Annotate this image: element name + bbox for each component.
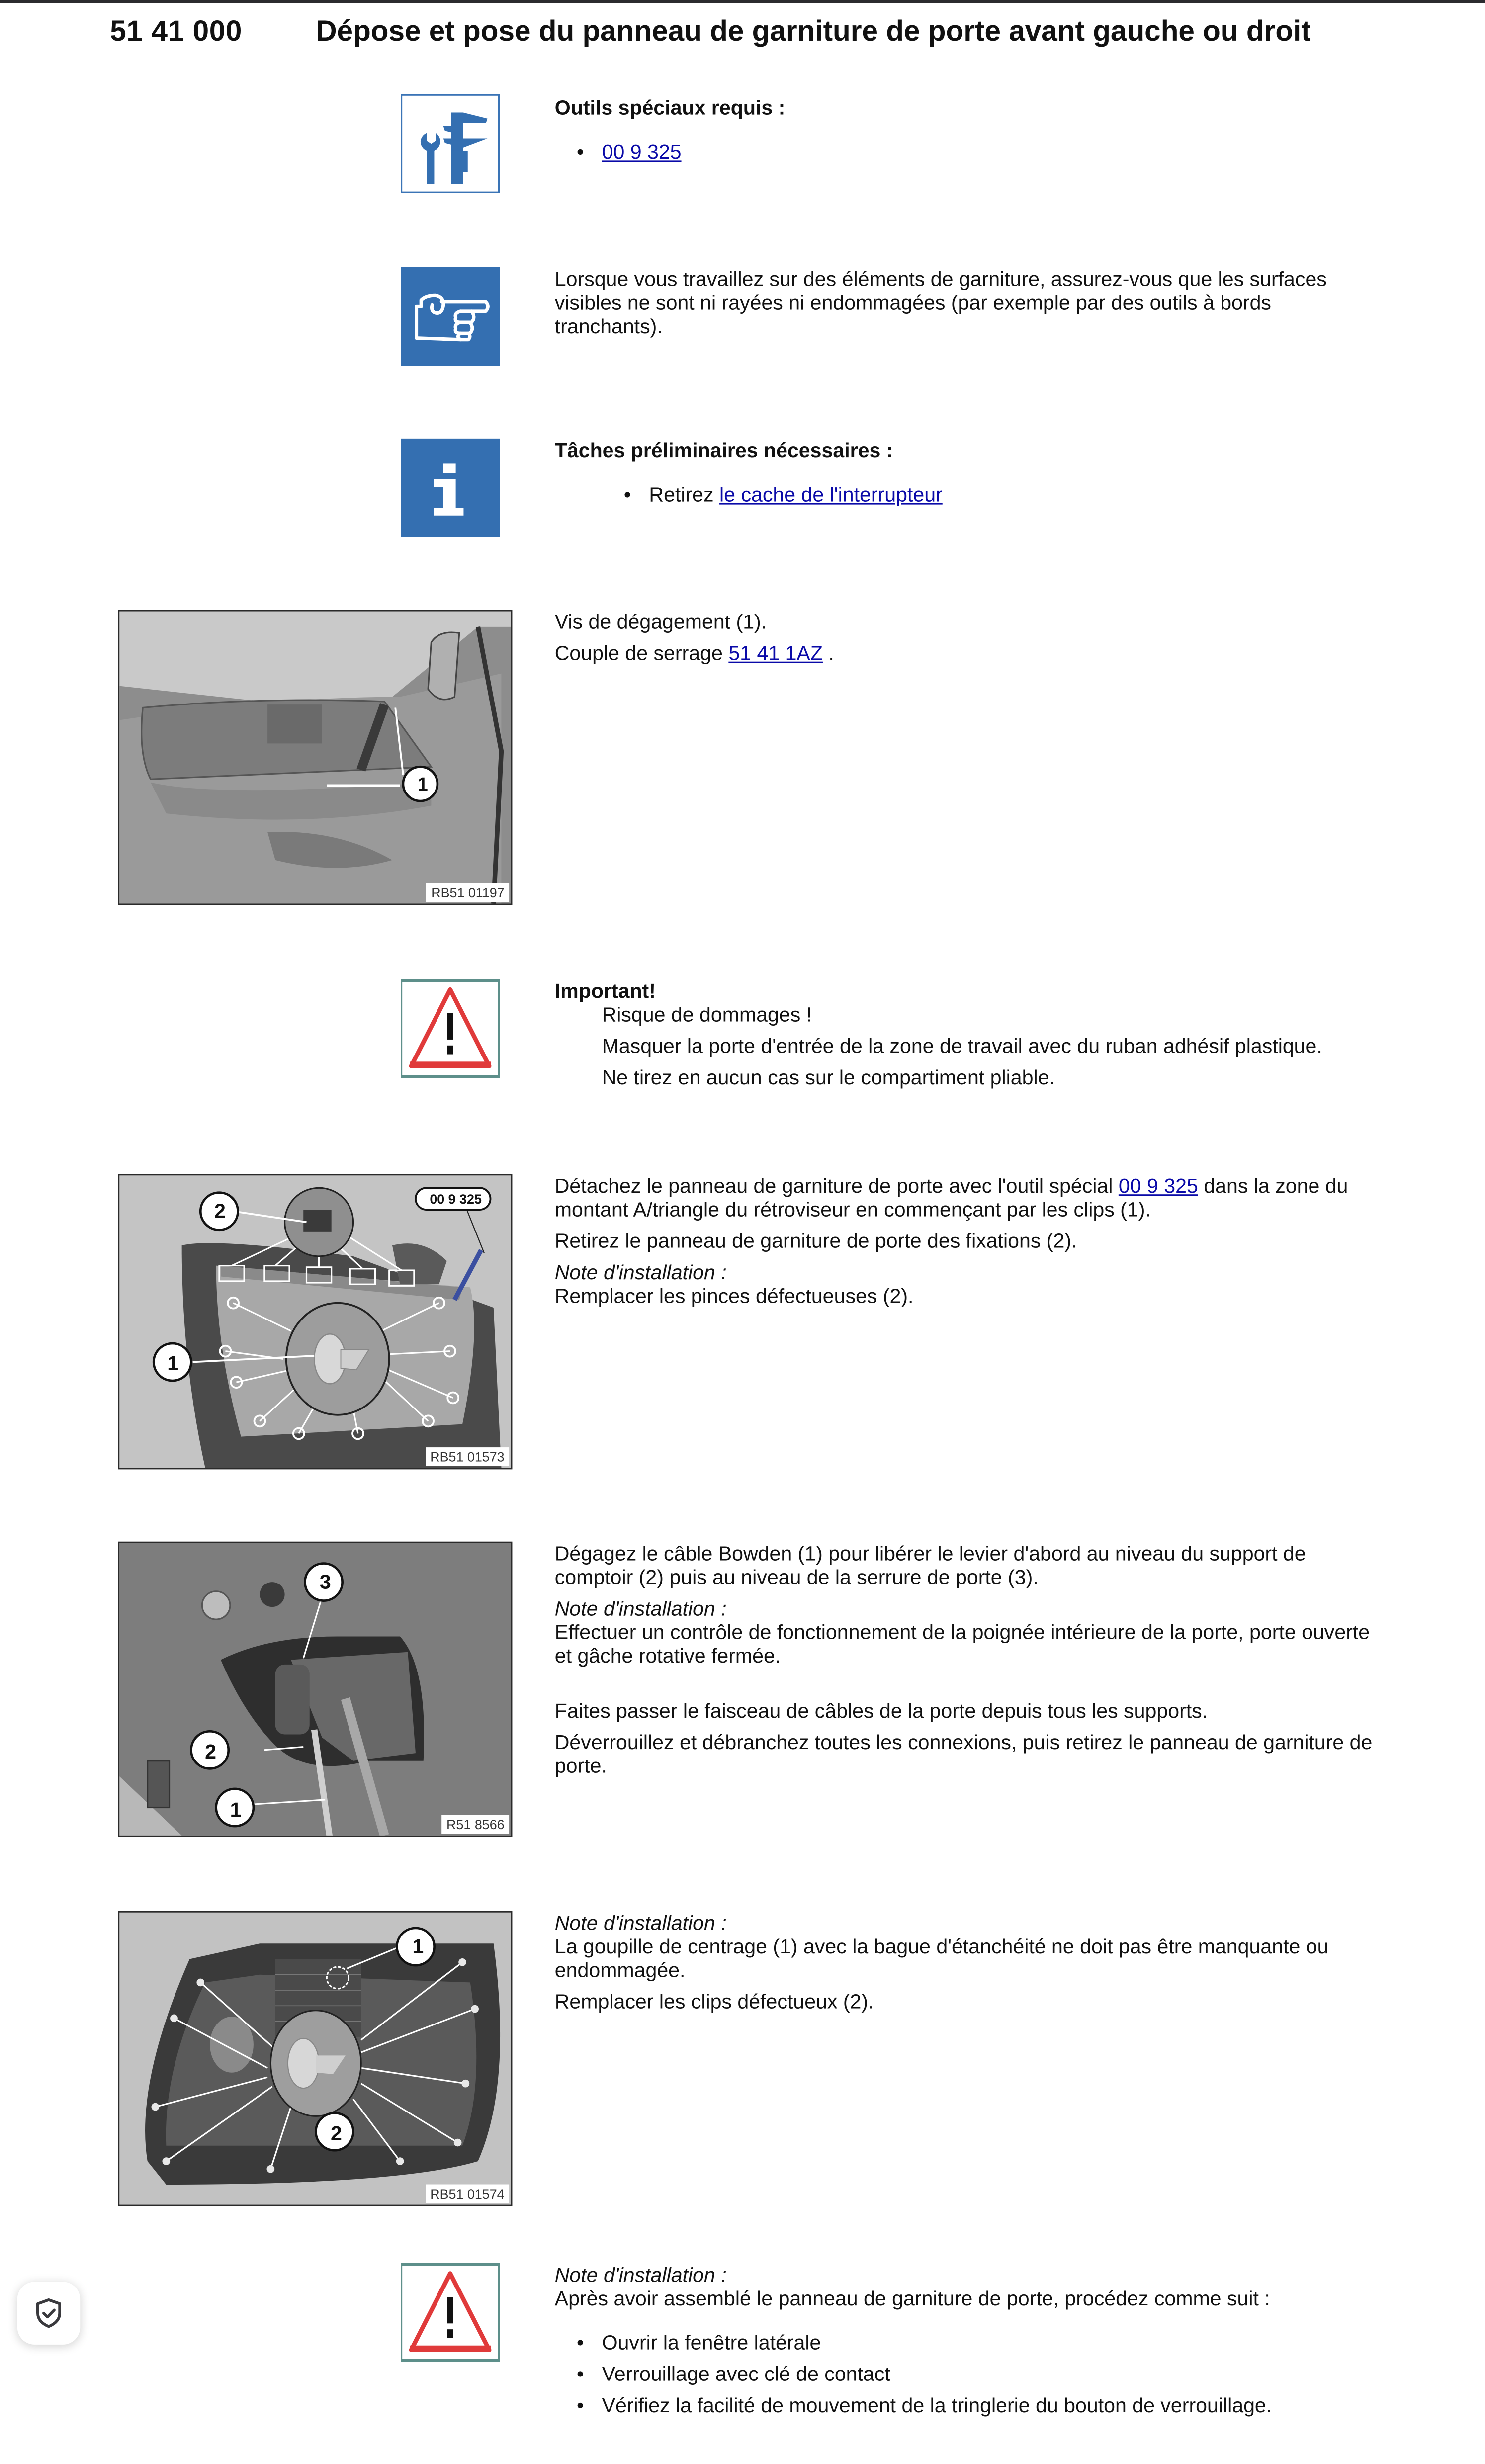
installation-intro: Après avoir assemblé le panneau de garniture de porte, procédez comme suit : xyxy=(554,2286,1270,2310)
figure-label: RB51 01573 xyxy=(426,1447,509,1466)
figure-r51-8566 xyxy=(118,1542,512,1837)
callout-2: 2 xyxy=(330,2121,342,2145)
wiring-harness-text: Faites passer le faisceau de câbles de la porte depuis tous les supports. xyxy=(554,1698,1208,1723)
installation-note-label: Note d'installation : xyxy=(554,1260,727,1284)
callout-2: 2 xyxy=(205,1740,216,1763)
special-tools-list xyxy=(555,140,1380,163)
callout-1: 1 xyxy=(412,1934,424,1958)
warning-icon xyxy=(401,979,500,1078)
list-item: • Ouvrir la fenêtre latérale xyxy=(555,2330,1380,2354)
warning-line-2: Masquer la porte d'entrée de la zone de travail avec du ruban adhésif plastique. xyxy=(602,1034,1322,1058)
top-bar xyxy=(0,0,1485,3)
torque-link-51-41-1az[interactable]: 51 41 1AZ xyxy=(728,641,823,665)
figure-label: RB51 01197 xyxy=(427,883,509,902)
callout-1: 1 xyxy=(417,773,428,795)
step-centering-pin-text xyxy=(555,1911,1380,2021)
pointing-hand-icon xyxy=(401,267,500,366)
list-item xyxy=(555,140,1380,163)
detach-text-suffix: dans la zone du montant A/triangle du rétroviseur en commençant par les clips (1). xyxy=(554,1174,1348,1221)
installation-note-text: La goupille de centrage (1) avec la bague d'étanchéité ne doit pas être manquante ou endommagée. xyxy=(554,1934,1329,1982)
disconnect-text: Déverrouillez et débranchez toutes les connexions, puis retirez le panneau de garniture de porte. xyxy=(554,1730,1373,1777)
notice-paragraph: Lorsque vous travaillez sur des éléments de garniture, assurez-vous que les surfaces visibles ne sont ni rayées ni endommagées (par exemple par des outils à bords tranchants). xyxy=(554,267,1327,338)
torque-suffix: . xyxy=(828,641,834,665)
callout-2: 2 xyxy=(214,1199,226,1223)
document-code: 51 41 000 xyxy=(110,14,243,47)
important-heading: Important! xyxy=(554,979,656,1003)
switch-cover-link[interactable]: le cache de l'interrupteur xyxy=(719,482,943,506)
warning-line-1: Risque de dommages ! xyxy=(602,1002,812,1027)
tools-icon xyxy=(401,94,500,193)
installation-note-text: Remplacer les pinces défectueuses (2). xyxy=(554,1284,914,1308)
replace-clips-text: Remplacer les clips défectueux (2). xyxy=(554,1989,874,2013)
preliminary-tasks-list xyxy=(555,482,1380,506)
figure-label: R51 8566 xyxy=(442,1815,510,1834)
callout-3: 3 xyxy=(319,1570,331,1594)
release-screw-text: Vis de dégagement (1). xyxy=(554,610,767,633)
figure-rb51-01574 xyxy=(118,1911,512,2206)
tool-link-00-9-325[interactable]: 00 9 325 xyxy=(1118,1174,1198,1198)
final-installation-text xyxy=(555,2263,1380,2425)
warning-icon xyxy=(401,2263,500,2362)
tool-link-00-9-325[interactable]: 00 9 325 xyxy=(602,140,682,164)
special-tools-text xyxy=(555,96,1380,172)
preliminary-tasks-text xyxy=(555,439,1380,514)
page-title: Dépose et pose du panneau de garniture de porte avant gauche ou droit xyxy=(316,14,1311,47)
step-bowden-cable-text xyxy=(555,1542,1380,1785)
callout-1: 1 xyxy=(230,1797,242,1822)
callout-1: 1 xyxy=(167,1351,179,1375)
installation-note-text: Effectuer un contrôle de fonctionnement de la poignée intérieure de la porte, porte ouverte et gâche rotative fermée. xyxy=(554,1620,1370,1668)
torque-label: Couple de serrage xyxy=(554,641,723,665)
installation-note-label: Note d'installation : xyxy=(554,1911,727,1935)
info-icon xyxy=(401,439,500,537)
figure-rb51-01573 xyxy=(118,1174,512,1469)
installation-note-label: Note d'installation : xyxy=(554,1596,727,1620)
important-warning-text xyxy=(555,979,1380,1097)
figure-label: RB51 01574 xyxy=(426,2185,509,2203)
task-prefix: Retirez xyxy=(649,482,714,506)
final-steps-list xyxy=(555,2330,1380,2417)
special-tools-heading: Outils spéciaux requis : xyxy=(554,95,786,120)
step-release-screw-text xyxy=(555,610,1380,672)
list-item: • Verrouillage avec clé de contact xyxy=(555,2362,1380,2385)
installation-note-label: Note d'installation : xyxy=(554,2263,727,2287)
list-item: • Vérifiez la facilité de mouvement de la tringlerie du bouton de verrouillage. xyxy=(555,2393,1380,2417)
shield-check-icon xyxy=(35,2297,63,2329)
bowden-cable-text: Dégagez le câble Bowden (1) pour libérer le levier d'abord au niveau du support de comptoir (2) puis au niveau de la serrure de porte (3). xyxy=(554,1541,1306,1589)
step-detach-panel-text xyxy=(555,1174,1380,1315)
preliminary-tasks-heading: Tâches préliminaires nécessaires : xyxy=(554,438,893,462)
detach-text-prefix: Détachez le panneau de garniture de porte avec l'outil spécial xyxy=(554,1174,1113,1198)
remove-panel-text: Retirez le panneau de garniture de porte des fixations (2). xyxy=(554,1229,1077,1253)
list-item xyxy=(602,482,1380,506)
figure-rb51-01197 xyxy=(118,610,512,905)
warning-line-3: Ne tirez en aucun cas sur le compartiment pliable. xyxy=(602,1065,1055,1089)
tool-tag: 00 9 325 xyxy=(430,1191,482,1207)
privacy-shield-button[interactable] xyxy=(17,2282,80,2344)
surface-notice-text xyxy=(555,267,1380,346)
